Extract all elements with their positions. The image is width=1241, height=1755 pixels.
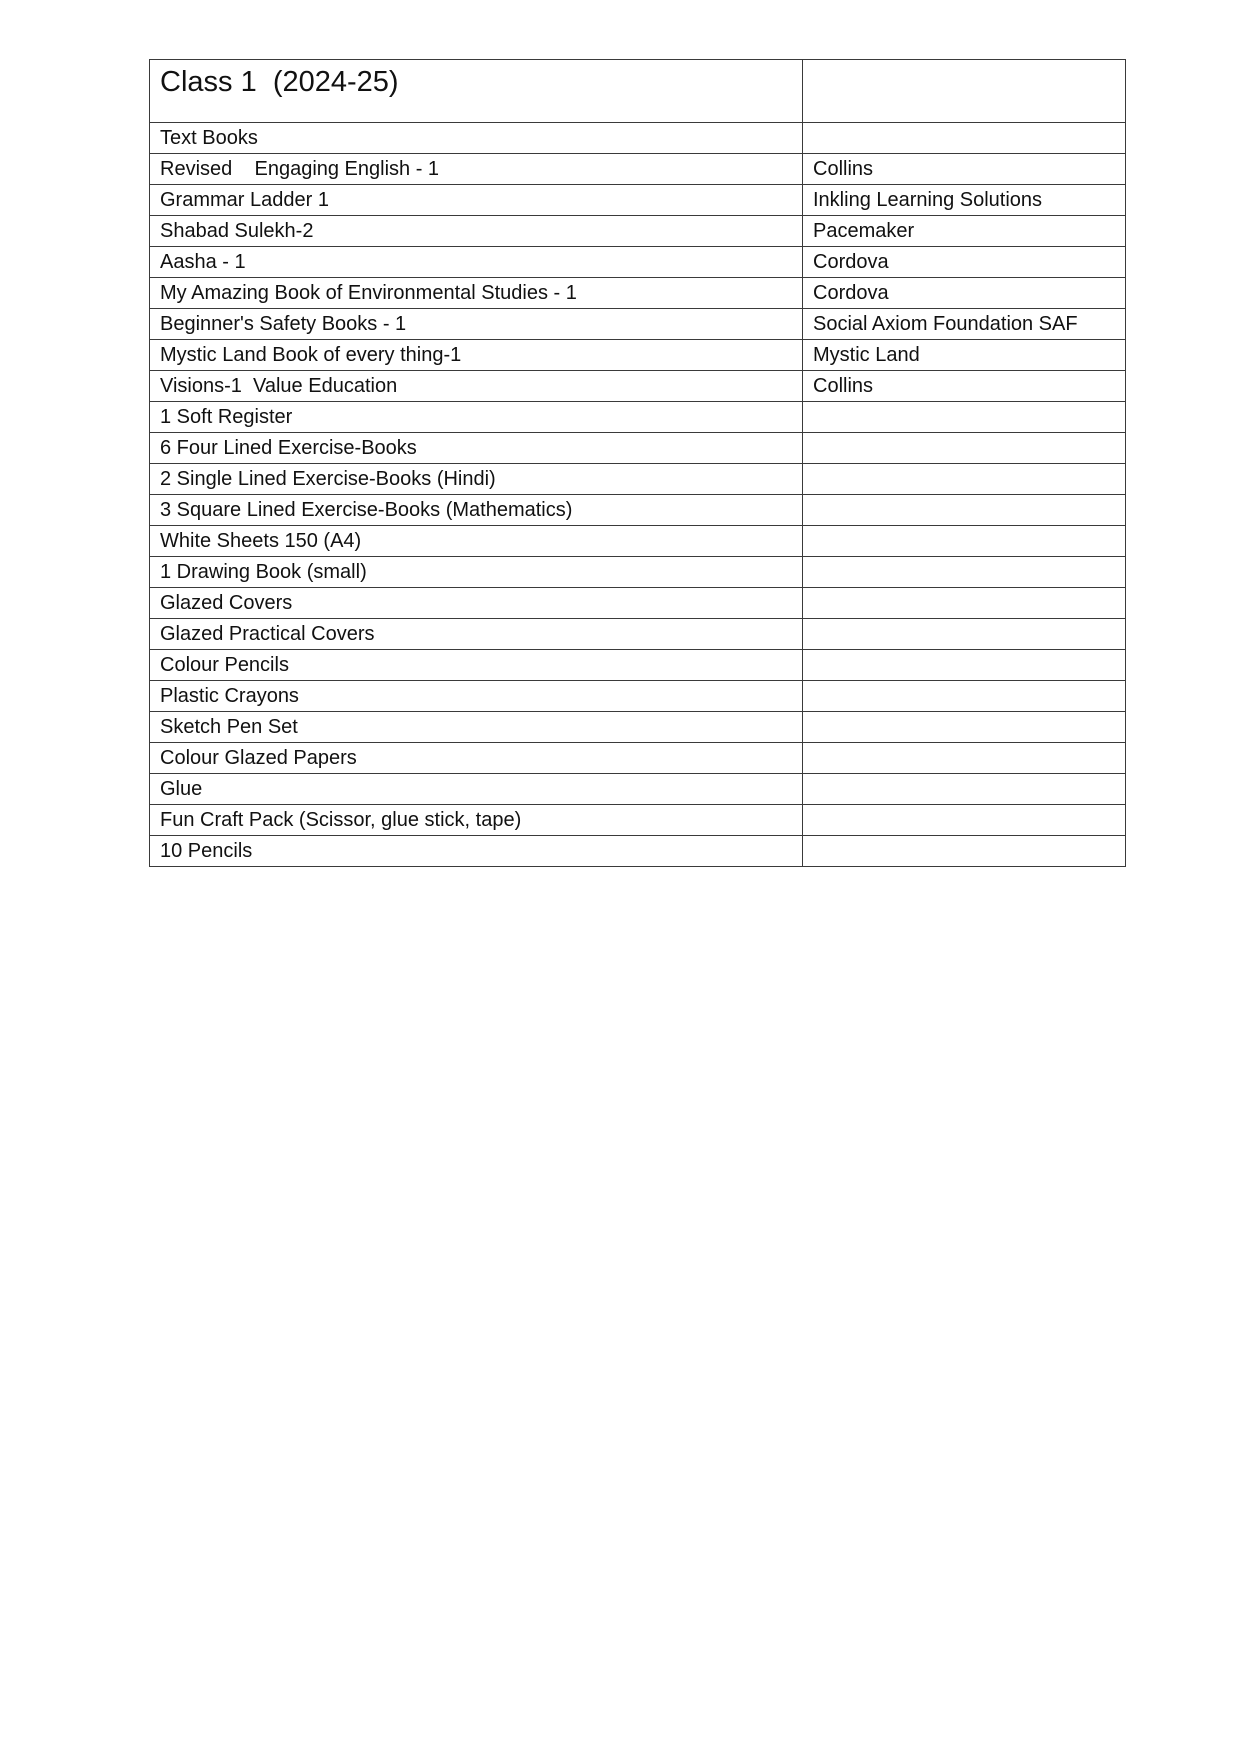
- publisher-cell: [803, 433, 1126, 464]
- table-row: [150, 278, 1126, 309]
- table-row: [150, 836, 1126, 867]
- publisher-cell: [803, 588, 1126, 619]
- table-row: [150, 309, 1126, 340]
- item-cell: 2 Single Lined Exercise-Books (Hindi): [150, 464, 803, 495]
- item-cell: Fun Craft Pack (Scissor, glue stick, tape): [150, 805, 803, 836]
- publisher-cell: [803, 743, 1126, 774]
- item-cell: 3 Square Lined Exercise-Books (Mathematics): [150, 495, 803, 526]
- item-cell: Text Books: [150, 123, 803, 154]
- item-cell: Glue: [150, 774, 803, 805]
- publisher-cell: Mystic Land: [803, 340, 1126, 371]
- publisher-cell: [803, 805, 1126, 836]
- item-cell: Plastic Crayons: [150, 681, 803, 712]
- publisher-cell: [803, 495, 1126, 526]
- publisher-cell: [803, 557, 1126, 588]
- table-row: [150, 402, 1126, 433]
- item-cell: 10 Pencils: [150, 836, 803, 867]
- publisher-cell: [803, 526, 1126, 557]
- table-row: [150, 495, 1126, 526]
- table-row: [150, 526, 1126, 557]
- item-cell: Aasha - 1: [150, 247, 803, 278]
- table-row: [150, 774, 1126, 805]
- publisher-cell: [803, 712, 1126, 743]
- item-cell: Sketch Pen Set: [150, 712, 803, 743]
- publisher-cell: [803, 836, 1126, 867]
- item-cell: Beginner's Safety Books - 1: [150, 309, 803, 340]
- table-row: [150, 743, 1126, 774]
- table-row: [150, 619, 1126, 650]
- publisher-cell: Inkling Learning Solutions: [803, 185, 1126, 216]
- table-row: [150, 681, 1126, 712]
- publisher-cell: Cordova: [803, 247, 1126, 278]
- table-row: [150, 371, 1126, 402]
- book-list-table: [149, 59, 1126, 867]
- item-cell: Colour Pencils: [150, 650, 803, 681]
- publisher-cell: [803, 123, 1126, 154]
- item-cell: Mystic Land Book of every thing-1: [150, 340, 803, 371]
- publisher-cell: [803, 464, 1126, 495]
- table-row: [150, 805, 1126, 836]
- item-cell: 1 Soft Register: [150, 402, 803, 433]
- table-row: [150, 216, 1126, 247]
- item-cell: Glazed Practical Covers: [150, 619, 803, 650]
- item-cell: 6 Four Lined Exercise-Books: [150, 433, 803, 464]
- table-row: [150, 588, 1126, 619]
- table-row: [150, 464, 1126, 495]
- title-row: [150, 60, 1126, 123]
- item-cell: Revised Engaging English - 1: [150, 154, 803, 185]
- publisher-cell: Cordova: [803, 278, 1126, 309]
- publisher-cell: [803, 681, 1126, 712]
- publisher-cell: [803, 650, 1126, 681]
- table-row: [150, 185, 1126, 216]
- table-row: [150, 340, 1126, 371]
- publisher-cell: [803, 402, 1126, 433]
- item-cell: Shabad Sulekh-2: [150, 216, 803, 247]
- item-cell: Visions-1 Value Education: [150, 371, 803, 402]
- item-cell: 1 Drawing Book (small): [150, 557, 803, 588]
- class-title: Class 1 (2024-25): [150, 60, 803, 123]
- table-row: [150, 433, 1126, 464]
- table-row: [150, 557, 1126, 588]
- table-row: [150, 712, 1126, 743]
- item-cell: Colour Glazed Papers: [150, 743, 803, 774]
- table-row: [150, 247, 1126, 278]
- item-cell: Glazed Covers: [150, 588, 803, 619]
- item-cell: White Sheets 150 (A4): [150, 526, 803, 557]
- publisher-cell: [803, 774, 1126, 805]
- publisher-cell: Collins: [803, 154, 1126, 185]
- table-row: [150, 154, 1126, 185]
- publisher-cell: Social Axiom Foundation SAF: [803, 309, 1126, 340]
- table-row: [150, 650, 1126, 681]
- publisher-cell: [803, 619, 1126, 650]
- item-cell: Grammar Ladder 1: [150, 185, 803, 216]
- publisher-cell: Pacemaker: [803, 216, 1126, 247]
- item-cell: My Amazing Book of Environmental Studies - 1: [150, 278, 803, 309]
- publisher-cell: Collins: [803, 371, 1126, 402]
- table-row: [150, 123, 1126, 154]
- title-right-cell: [803, 60, 1126, 123]
